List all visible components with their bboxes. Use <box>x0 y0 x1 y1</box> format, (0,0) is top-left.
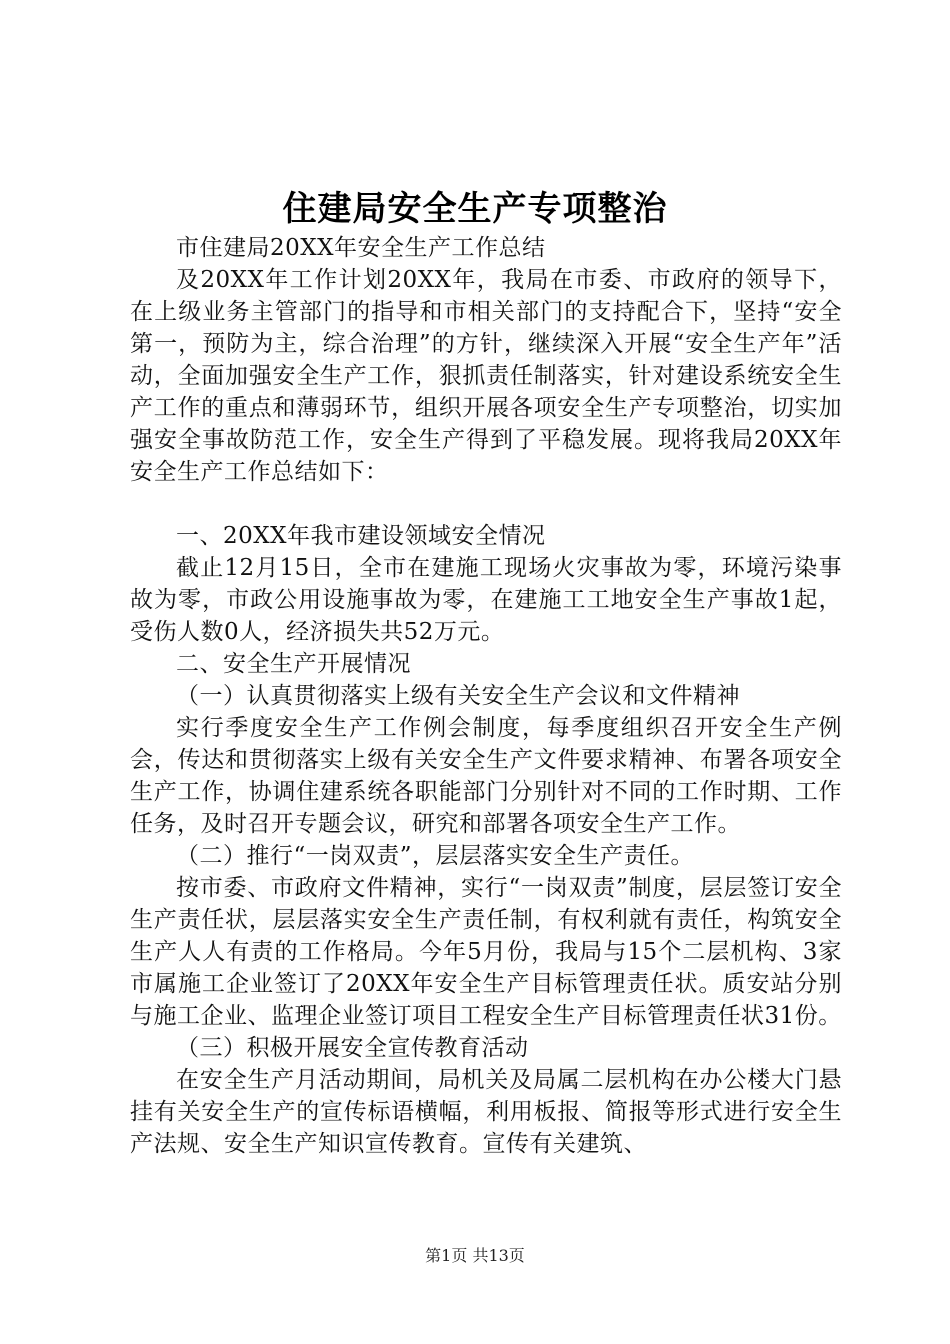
paragraph-subsection-3: 在安全生产月活动期间，局机关及局属二层机构在办公楼大门悬挂有关安全生产的宣传标语横幅，利用板报、简报等形式进行安全生产法规、安全生产知识宣传教育。宣传有关建筑、 <box>130 1067 842 1157</box>
section-heading-2: 二、安全生产开展情况 <box>176 651 411 677</box>
paragraph-subtitle: 市住建局20XX年安全生产工作总结 <box>176 235 546 261</box>
paragraph-subsection-2: 按市委、市政府文件精神，实行“一岗双责”制度，层层签订安全生产责任状，层层落实安全生产责任制，有权利就有责任，构筑安全生产人人有责的工作格局。今年5月份，我局与15个二层机构、3家市属施工企业签订了20XX年安全生产目标管理责任状。质安站分别与施工企业、监理企业签订项目工程安全生产目标管理责任状31份。 <box>130 875 842 1029</box>
paragraph-intro: 及20XX年工作计划20XX年，我局在市委、市政府的领导下，在上级业务主管部门的指导和市相关部门的支持配合下，坚持“安全第一，预防为主，综合治理”的方针，继续深入开展“安全生产年”活动，全面加强安全生产工作，狠抓责任制落实，针对建设系统安全生产工作的重点和薄弱环节，组织开展各项安全生产专项整治，切实加强安全事故防范工作，安全生产得到了平稳发展。现将我局20XX年安全生产工作总结如下： <box>130 267 842 485</box>
document-title: 住建局安全生产专项整治 <box>282 189 668 229</box>
document-body <box>130 232 842 1160</box>
subsection-heading-1: （一）认真贯彻落实上级有关安全生产会议和文件精神 <box>176 683 740 709</box>
section-heading-1: 一、20XX年我市建设领域安全情况 <box>176 523 546 549</box>
subsection-heading-3: （三）积极开展安全宣传教育活动 <box>176 1035 529 1061</box>
paragraph-subsection-1: 实行季度安全生产工作例会制度，每季度组织召开安全生产例会，传达和贯彻落实上级有关安全生产文件要求精神、布署各项安全生产工作，协调住建系统各职能部门分别针对不同的工作时期、工作任务，及时召开专题会议，研究和部署各项安全生产工作。 <box>130 715 842 837</box>
subsection-heading-2: （二）推行“一岗双责”，层层落实安全生产责任。 <box>176 843 695 869</box>
page-footer: 第1页 共13页 <box>425 1246 525 1265</box>
paragraph-section-1: 截止12月15日，全市在建施工现场火灾事故为零，环境污染事故为零，市政公用设施事故为零，在建施工工地安全生产事故1起，受伤人数0人，经济损失共52万元。 <box>130 555 842 645</box>
